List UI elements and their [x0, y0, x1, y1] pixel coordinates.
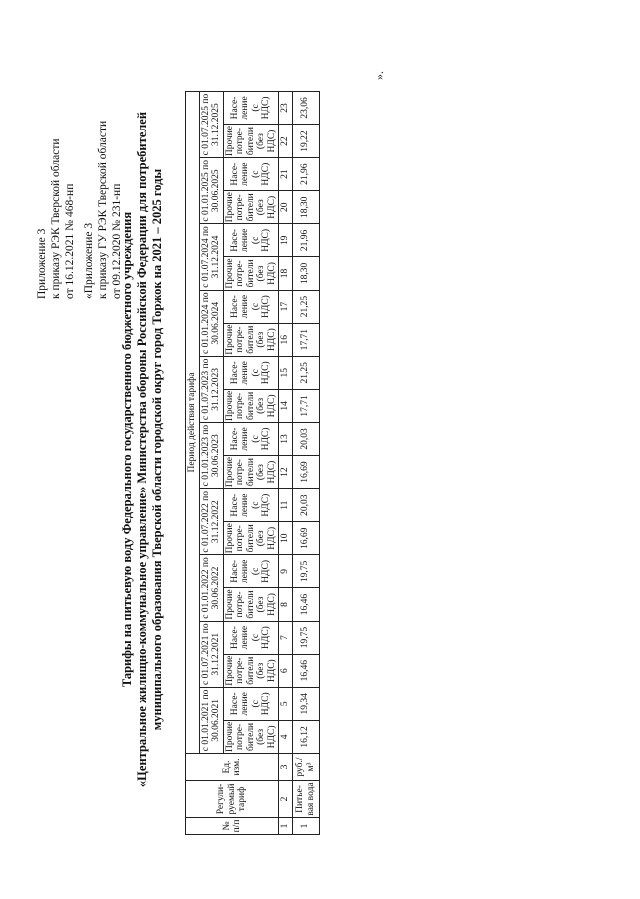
- subheader-other-consumers: Прочие потре-бители (без НДС): [224, 456, 277, 488]
- column-number: 19: [279, 224, 293, 257]
- tariff-value-cell: 21,96: [292, 224, 319, 257]
- subheader-other-consumers: Прочие потре-бители (без НДС): [224, 324, 277, 355]
- column-number: 5: [279, 687, 293, 720]
- header-line: к приказу РЭК Тверской области: [50, 138, 62, 299]
- header-line: к приказу ГУ РЭК Тверской области: [97, 120, 109, 299]
- subheader-other-consumers: Прочие потре-бители (без НДС): [224, 258, 277, 289]
- subheader-population: Насе-ление (с НДС): [223, 489, 279, 522]
- column-number: 2: [279, 781, 293, 818]
- tariff-value-cell: 16,12: [292, 720, 319, 753]
- column-number: 10: [279, 522, 293, 555]
- tariff-value-cell: 19,75: [292, 555, 319, 588]
- subheader-population: Насе-ление (с НДС): [223, 91, 279, 124]
- column-number: 17: [279, 290, 293, 323]
- column-number: 11: [279, 489, 293, 522]
- tariff-value-cell: 16,46: [292, 654, 319, 687]
- column-number: 15: [279, 356, 293, 389]
- column-number: 21: [279, 158, 293, 191]
- period-cell: с 01.01.2023 по 30.06.2023: [199, 422, 223, 488]
- column-number: 8: [279, 588, 293, 621]
- table-row: [292, 91, 319, 834]
- column-number: 13: [279, 422, 293, 455]
- tariff-value-cell: 18,30: [292, 257, 319, 290]
- tariff-value-cell: 17,71: [292, 323, 319, 356]
- column-number: 18: [279, 257, 293, 290]
- title-line: «Центральное жилищно-коммунальное управление» Министерства обороны Российской Федерации для потребителей: [135, 111, 149, 788]
- column-number: 16: [279, 323, 293, 356]
- tariff-value-cell: 19,34: [292, 687, 319, 720]
- appendix-header-previous: [82, 121, 124, 299]
- column-number: 23: [279, 91, 293, 124]
- period-cell: с 01.01.2025 по 30.06.2025: [199, 158, 223, 224]
- subheader-population: Насе-ление (с НДС): [223, 356, 279, 389]
- row-tariff: Питье-вая вода: [292, 781, 319, 818]
- tariff-value-cell: 16,69: [292, 455, 319, 488]
- header-line: от 09.12.2020 № 231-нп: [111, 183, 123, 299]
- header-no: № п/п: [186, 818, 279, 835]
- column-number: 9: [279, 555, 293, 588]
- subheader-population: Насе-ление (с НДС): [223, 621, 279, 654]
- subheader-population: Насе-ление (с НДС): [223, 290, 279, 323]
- period-cell: с 01.07.2024 по 31.12.2024: [199, 224, 223, 290]
- appendix-header-current: [35, 139, 77, 300]
- header-line: Приложение 3: [36, 228, 48, 299]
- subheader-population: Насе-ление (с НДС): [223, 158, 279, 191]
- subheader-other-consumers: Прочие потре-бители (без НДС): [224, 721, 277, 752]
- tariff-value-cell: 20,03: [292, 489, 319, 522]
- column-number: 14: [279, 389, 293, 422]
- subheader-population: Насе-ление (с НДС): [223, 555, 279, 588]
- header-line: «Приложение 3: [83, 222, 95, 299]
- document-title: [120, 0, 165, 899]
- row-no: 1: [292, 818, 319, 835]
- column-number: 22: [279, 124, 293, 157]
- period-cell: с 01.07.2023 по 31.12.2023: [199, 356, 223, 422]
- tariff-value-cell: 17,71: [292, 389, 319, 422]
- tariff-value-cell: 21,25: [292, 290, 319, 323]
- subheader-other-consumers: Прочие потре-бители (без НДС): [224, 655, 277, 686]
- subheader-other-consumers: Прочие потре-бители (без НДС): [224, 589, 277, 620]
- period-cell: с 01.07.2021 по 31.12.2021: [199, 621, 223, 687]
- tariff-value-cell: 16,69: [292, 522, 319, 555]
- tariff-value-cell: 19,75: [292, 621, 319, 654]
- subheader-population: Насе-ление (с НДС): [223, 224, 279, 257]
- column-number: 1: [279, 818, 293, 835]
- subheader-other-consumers: Прочие потре-бители (без НДС): [224, 125, 277, 157]
- column-number-row: [279, 91, 293, 834]
- tariff-table: [185, 91, 320, 835]
- column-number: 7: [279, 621, 293, 654]
- column-number: 3: [279, 754, 293, 781]
- subheader-other-consumers: Прочие потре-бители (без НДС): [224, 523, 277, 554]
- subheader-other-consumers: Прочие потре-бители (без НДС): [224, 390, 277, 421]
- column-number: 6: [279, 654, 293, 687]
- period-cell: с 01.01.2024 по 30.06.2024: [199, 290, 223, 356]
- period-cell: с 01.01.2021 по 30.06.2021: [199, 687, 223, 753]
- tariff-value-cell: 16,46: [292, 588, 319, 621]
- period-cell: с 01.07.2025 по 31.12.2025: [199, 91, 223, 157]
- header-period: Период действия тарифа: [186, 91, 200, 753]
- header-tariff: Регули-руемый тариф: [186, 781, 279, 818]
- column-number: 12: [279, 455, 293, 488]
- title-line: Тарифы на питьевую воду Федерального государственного бюджетного учреждения: [120, 211, 134, 688]
- title-line: муниципального образования Тверской области городской округ город Торжок на 2021 – 2025 годы: [150, 168, 164, 731]
- row-unit: руб./м³: [292, 754, 319, 781]
- column-number: 4: [279, 720, 293, 753]
- consumer-type-row: [223, 91, 279, 834]
- column-number: 20: [279, 191, 293, 224]
- tariff-value-cell: 21,25: [292, 356, 319, 389]
- header-unit: Ед. изм.: [186, 754, 279, 781]
- tariff-value-cell: 23,06: [292, 91, 319, 124]
- header-line: от 16.12.2021 № 468-нп: [64, 183, 76, 299]
- tariff-value-cell: 18,30: [292, 191, 319, 224]
- period-cell: с 01.07.2022 по 31.12.2022: [199, 489, 223, 555]
- subheader-population: Насе-ление (с НДС): [223, 687, 279, 720]
- tariff-value-cell: 21,96: [292, 158, 319, 191]
- closing-quote: ».: [372, 71, 386, 80]
- tariff-value-cell: 20,03: [292, 422, 319, 455]
- subheader-population: Насе-ление (с НДС): [223, 422, 279, 455]
- period-cell: с 01.01.2022 по 30.06.2022: [199, 555, 223, 621]
- periods-row: [199, 91, 223, 834]
- subheader-other-consumers: Прочие потре-бители (без НДС): [224, 192, 277, 223]
- tariff-value-cell: 19,22: [292, 124, 319, 157]
